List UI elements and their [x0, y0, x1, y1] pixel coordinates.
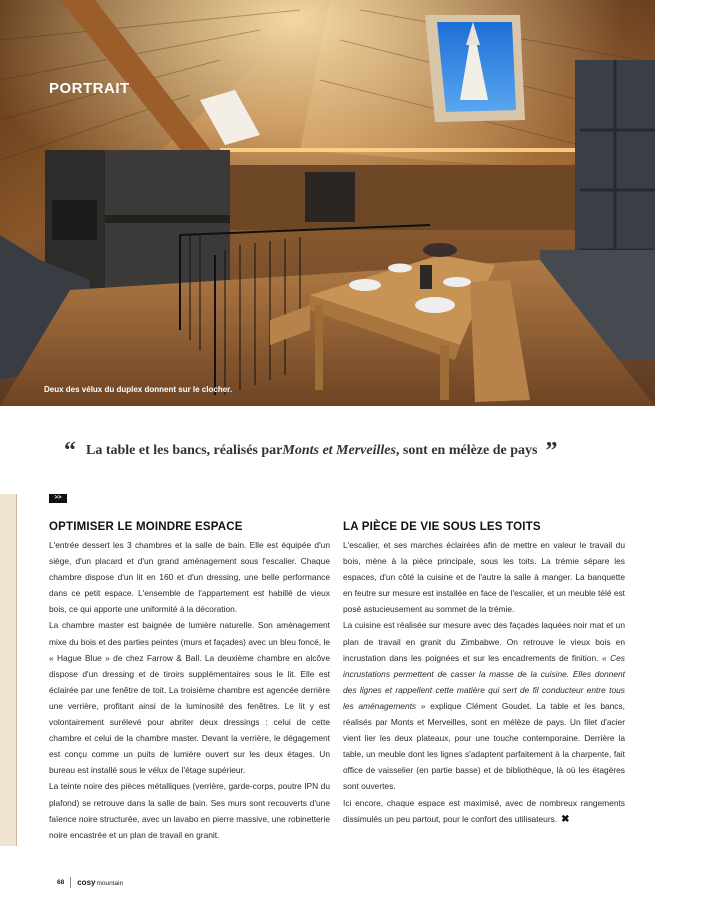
right-column — [343, 520, 625, 828]
right-heading: LA PIÈCE DE VIE SOUS LES TOITS — [343, 521, 541, 533]
attic-dining-room-illustration — [0, 0, 655, 406]
left-paragraph-3: La teinte noire des pièces métalliques (verrière, garde-corps, poutre IPN du plafond) se retrouve dans la salle de bain. Ses murs sont recouverts d'une faïence noire structurée, avec un lavabo en pierre massive, une robinetterie noire encastrée et un plan de travail en granit. — [49, 781, 330, 840]
quote-brand: Monts et Merveilles — [282, 443, 396, 458]
left-paragraph-2: La chambre master est baignée de lumière naturelle. Son aménagement mixe du bois et des parties peintes (murs et façades) avec un bleu foncé, le « Hague Blue » de chez Farrow & Ball. La deuxième chambre en alcôve dispose d'un dressing et de tiroirs supplémentaires sous le lit. Elle est éclairée par une fenêtre de toit. La troisième chambre est agencée derrière une verrière, profitant ainsi de la luminosité des fenêtres. Le lit y est volontairement surélevé pour abriter deux dressings : celui de cette chambre et celui de la chambre master. Devant la verrière, le dégagement est conçu comme un puits de lumière ouvert sur les deux étages. Un bureau est installé sous le vélux de l'étage supérieur. — [49, 620, 330, 776]
magazine-name: cosy — [77, 878, 96, 887]
page-footer — [57, 877, 123, 888]
left-paragraph-1: L'entrée dessert les 3 chambres et la salle de bain. Elle est équipée d'un siège, d'un placard et d'un grand aménagement sous l'escalier. Chaque chambre dispose d'un lit en 160 et d'un dressing, une belle performance dans ce petit espace. L'ensemble de l'appartement est habillé de vieux bois, ce qui apporte une uniformité à la décoration. — [49, 540, 330, 615]
close-quote-mark: ” — [545, 438, 558, 464]
photo-caption: Deux des vélux du duplex donnent sur le clocher. — [44, 385, 233, 394]
right-paragraph-3-text: Ici encore, chaque espace est maximisé, avec de nombreux rangements dissimulés un peu partout, pour le confort des utilisateurs. — [343, 797, 625, 824]
quote-text-after: , sont en mélèze de pays — [395, 443, 538, 458]
section-label: PORTRAIT — [49, 80, 130, 97]
interior-photo — [0, 0, 655, 406]
footer-separator — [70, 877, 71, 888]
right-paragraph-2 — [343, 617, 625, 794]
side-band-divider — [16, 494, 17, 846]
end-of-article-icon: ✖ — [561, 813, 570, 825]
open-quote-mark: “ — [64, 438, 76, 464]
pull-quote — [64, 437, 624, 465]
side-color-band — [0, 494, 16, 846]
quote-text-before: La table et les bancs, réalisés par — [86, 443, 283, 458]
right-paragraph-1: L'escalier, et ses marches éclairées afin de mettre en valeur le travail du bois, mène à la pièce principale, sous les toits. La trémie sépare les espaces, d'un côté la cuisine et de l'autre la salle à manger. La banquette en feutre sur mesure est installée en face de l'escalier, et un meuble télé est posé astucieusement au sommet de la trémie. — [343, 540, 625, 615]
magazine-logo — [77, 878, 123, 887]
section-marker: >> — [49, 494, 67, 503]
page-number: 68 — [57, 879, 65, 886]
magazine-subtitle: mountain — [96, 880, 124, 887]
right-paragraph-2-end: explique Clément Goudet. La table et les bancs, réalisés par Monts et Merveilles, sont en mélèze de pays. Un filet d'acier vient lier les deux plateaux, pour une touche contemporaine. Derrière la table, un meuble dont les lignes s'adaptent parfaitement à la charpente, fait office de vaisselier (en partie basse) et de bibliothèque, là où les étagères sont ouvertes. — [343, 700, 625, 792]
left-heading: OPTIMISER LE MOINDRE ESPACE — [49, 521, 243, 533]
designer-quote: « Ces incrustations permettent de casser la masse de la cuisine. Elles donnent des lignes et rappellent cette matière qui sert de fil conducteur entre tous les aménagements » — [343, 652, 625, 711]
left-column — [49, 520, 330, 843]
right-paragraph-3 — [343, 795, 625, 828]
right-paragraph-2-text: La cuisine est réalisée sur mesure avec des façades laquées noir mat et un plan de travail en granit du Zimbabwe. On retrouve le vieux bois en incrustation dans les poignées et sur les encadrements de finition. — [343, 620, 625, 663]
